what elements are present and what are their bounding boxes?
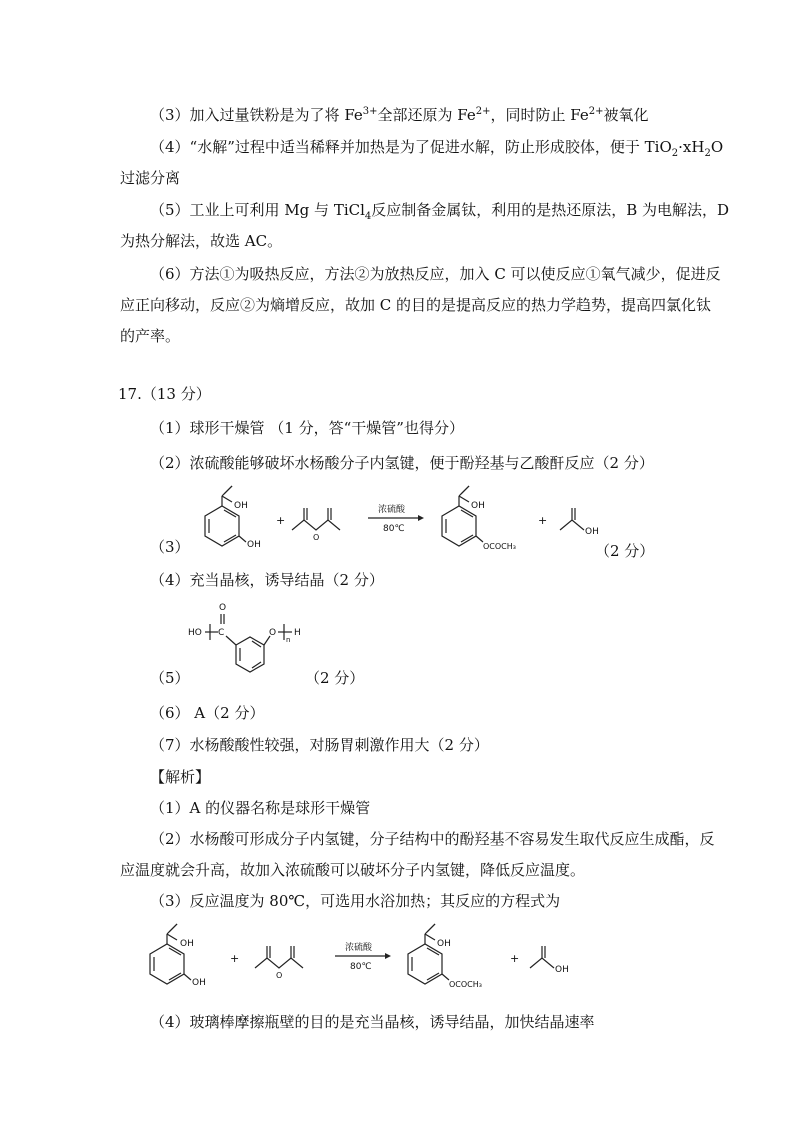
polymer-carbonyl-o: O xyxy=(219,603,227,613)
aspirin-oh-label: OH xyxy=(471,501,485,511)
explanation-4: （4）玻璃棒摩擦瓶壁的目的是充当晶核，诱导结晶，加快结晶速率 xyxy=(150,1013,595,1031)
answer-16-5-line1: （5）工业上可利用 Mg 与 TiCl$_4$反应制备金属钛，利用的是热还原法，B 为电解法，D xyxy=(150,201,730,222)
answer-17-1: （1）球形干燥管 （1 分，答“干燥管”也得分） xyxy=(150,419,464,437)
polymer-c-label: C xyxy=(218,628,225,638)
acetic-oh-label: OH xyxy=(585,527,599,537)
answer-16-6-line2: 应正向移动，反应②为熵增反应，故加 C 的目的是提高反应的热力学趋势，提高四氯化钛 xyxy=(120,296,712,314)
answer-17-7: （7）水杨酸酸性较强，对肠胃刺激作用大（2 分） xyxy=(150,736,489,754)
catalyst-label: 浓硫酸 xyxy=(378,505,406,515)
polymer-n-label: n xyxy=(286,636,291,644)
polymer-ho-label: HO xyxy=(188,628,202,638)
aspirin-structure-2 xyxy=(408,924,482,989)
svg-text:O: O xyxy=(313,533,320,542)
aspirin-structure xyxy=(442,486,516,551)
answer-17-6: （6） A（2 分） xyxy=(150,704,265,722)
catalyst-label-2: 浓硫酸 xyxy=(345,943,373,953)
plus-sign-2: + xyxy=(538,514,548,527)
acetic-anhydride-structure-2 xyxy=(255,946,303,980)
salicylic-acid-structure-2 xyxy=(150,924,206,988)
plus-sign-3: + xyxy=(230,952,240,965)
phenol-oh-label-2: OH xyxy=(192,978,206,988)
answer-17-3-score: （2 分） xyxy=(595,542,655,560)
answer-16-3: （3）加入过量铁粉是为了将 $Fe^{3+}$全部还原为 $Fe^{2+}$，同时防止 $Fe^{2+}$被氧化 xyxy=(150,106,649,124)
cooh-label: OH xyxy=(234,501,248,511)
explanation-3: （3）反应温度为 80℃，可选用水浴加热；其反应的方程式为 xyxy=(150,892,561,910)
ococh3-label-2: OCOCH₃ xyxy=(449,980,482,989)
plus-sign: + xyxy=(276,514,286,527)
explanation-header: 【解析】 xyxy=(150,768,211,786)
answer-16-5-line2: 为热分解法，故选 AC。 xyxy=(120,232,283,250)
answer-16-4-line1: （4）“水解”过程中适当稀释并加热是为了促进水解，防止形成胶体，便于 $TiO_2\cdot xH_2O$ xyxy=(150,138,724,159)
phenol-oh-label: OH xyxy=(247,540,261,550)
explanation-1: （1）A 的仪器名称是球形干燥管 xyxy=(150,799,371,817)
answer-16-6-line3: 的产率。 xyxy=(120,327,181,345)
answer-17-3-label: （3） xyxy=(150,538,190,556)
polymer-h-label: H xyxy=(294,628,301,638)
temperature-label: 80℃ xyxy=(383,524,405,534)
temperature-label-2: 80℃ xyxy=(350,962,372,972)
plus-sign-4: + xyxy=(510,952,520,965)
explanation-2-line1: （2）水杨酸可形成分子内氢键，分子结构中的酚羟基不容易发生取代反应生成酯，反 xyxy=(150,830,715,848)
answer-17-5-score: （2 分） xyxy=(305,669,365,687)
acetic-acid-structure-2 xyxy=(530,946,569,975)
reaction-arrow-2 xyxy=(335,941,391,972)
ococh3-label: OCOCH₃ xyxy=(483,542,516,551)
cooh-label-2: OH xyxy=(180,939,194,949)
acetic-acid-structure xyxy=(560,508,599,537)
question-17-header: 17.（13 分） xyxy=(118,385,211,403)
svg-text:O: O xyxy=(276,971,283,980)
explanation-2-line2: 应温度就会升高，故加入浓硫酸可以破坏分子内氢键，降低反应温度。 xyxy=(120,861,586,879)
reaction-arrow xyxy=(368,503,424,534)
aspirin-oh-label-2: OH xyxy=(437,939,451,949)
answer-17-2: （2）浓硫酸能够破坏水杨酸分子内氢键，便于酚羟基与乙酸酐反应（2 分） xyxy=(150,454,654,472)
answer-17-4: （4）充当晶核，诱导结晶（2 分） xyxy=(150,571,384,589)
answer-16-6-line1: （6）方法①为吸热反应，方法②为放热反应，加入 C 可以使反应①氧气减少，促进反 xyxy=(150,265,721,283)
polymer-ether-o: O xyxy=(269,628,277,638)
answer-17-5-label: （5） xyxy=(150,669,190,687)
answer-16-4-line2: 过滤分离 xyxy=(120,169,181,187)
acetic-oh-label-2: OH xyxy=(555,965,569,975)
acetic-anhydride-structure xyxy=(292,508,340,542)
reaction-equation-2 xyxy=(140,922,660,1002)
salicylic-acid-structure xyxy=(205,486,261,550)
